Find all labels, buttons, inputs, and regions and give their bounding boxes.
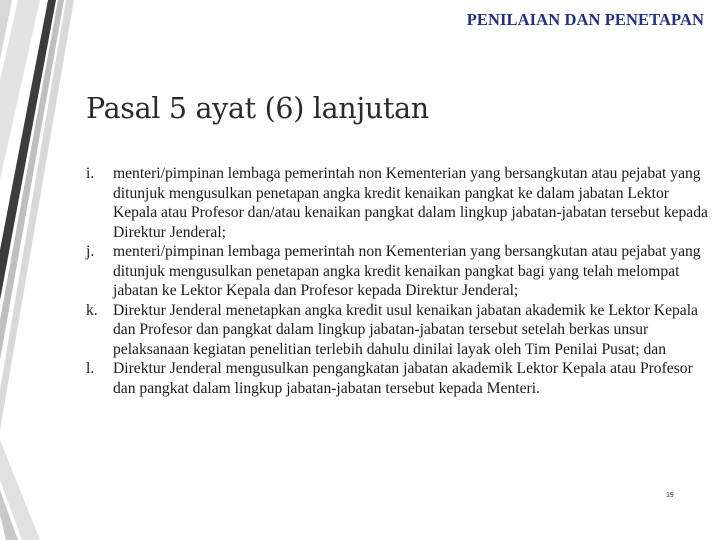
header-title: PENILAIAN DAN PENETAPAN — [466, 10, 704, 29]
list-text: Direktur Jenderal menetapkan angka kredit usul kenaikan jabatan akademik ke Lektor Kepala dan Profesor dan pangkat dalam lingkup jabatan-jabatan tersebut setelah berkas unsur pelaksanaan kegiatan penelitian terlebih dahulu dinilai layak oleh Tim Penilai Pusat; dan — [113, 301, 698, 358]
list-text: menteri/pimpinan lembaga pemerintah non Kementerian yang bersangkutan atau pejabat yang ditunjuk mengusulkan penetapan angka kredit kenaikan pangkat bagi yang telah melompat jabatan ke Lektor Kepala dan Profesor kepada Direktur Jenderal; — [113, 243, 701, 299]
list-marker: j. — [86, 243, 95, 260]
list-item — [86, 301, 712, 360]
list-text: menteri/pimpinan lembaga pemerintah non Kementerian yang bersangkutan atau pejabat yang ditunjuk mengusulkan penetapan angka kredit kenaikan pangkat ke dalam jabatan Lektor Kepala atau Profesor dan/atau kenaikan pangkat dalam lingkup jabatan-jabatan tersebut kepada Direktur Jenderal; — [113, 165, 708, 241]
list-item — [86, 164, 712, 242]
list-marker: l. — [86, 360, 95, 377]
list-item — [86, 242, 712, 301]
article-list — [86, 164, 712, 398]
list-item — [86, 359, 712, 398]
list-marker: i. — [86, 165, 95, 182]
list-text: Direktur Jenderal mengusulkan pengangkatan jabatan akademik Lektor Kepala atau Profesor dan pangkat dalam lingkup jabatan-jabatan tersebut kepada Menteri. — [113, 360, 693, 397]
diagonal-stripes-decoration — [0, 0, 80, 540]
page-number: 19 — [666, 492, 674, 499]
list-marker: k. — [86, 301, 98, 319]
slide-heading: Pasal 5 ayat (6) lanjutan — [86, 92, 429, 125]
